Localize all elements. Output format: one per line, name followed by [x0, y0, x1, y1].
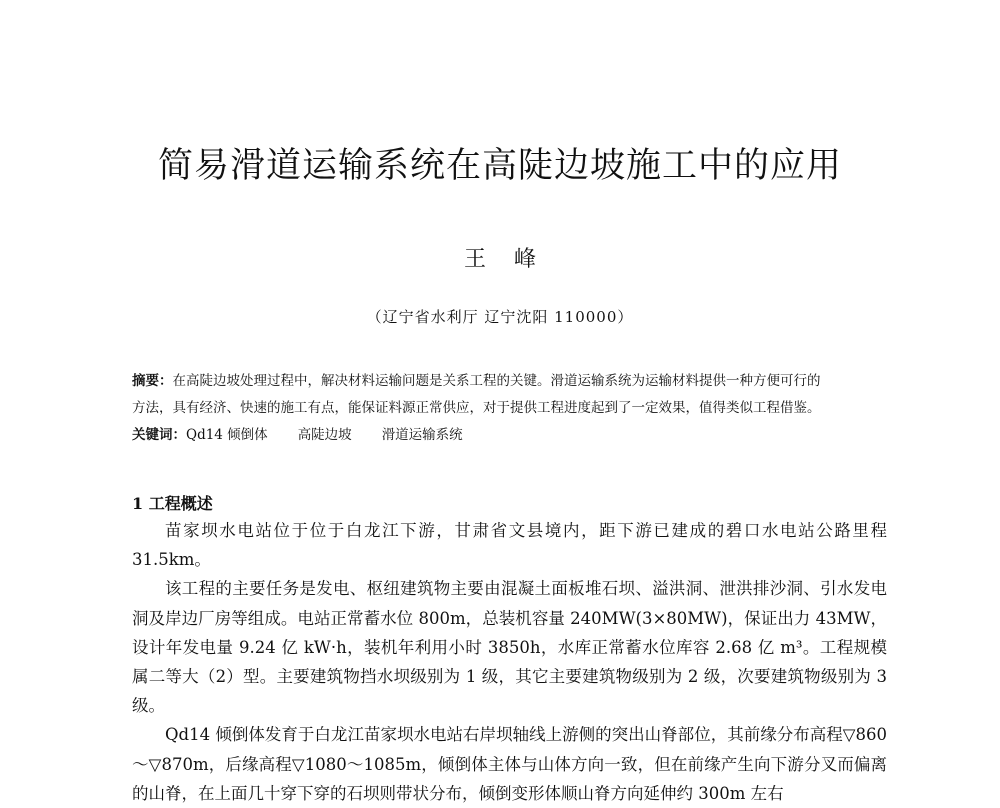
abstract-text-1: 在高陡边坡处理过程中，解决材料运输问题是关系工程的关键。滑道运输系统为运输材料提供一种方便可行的: [172, 373, 821, 389]
body-text: [132, 516, 887, 808]
body-paragraph: 苗家坝水电站位于位于白龙江下游，甘肃省文县境内，距下游已建成的碧口水电站公路里程31.5km。: [132, 521, 887, 570]
keyword-item: 高陡边坡: [297, 427, 352, 443]
paper-title: 简易滑道运输系统在高陡边坡施工中的应用: [157, 146, 842, 186]
keywords-line: [132, 422, 892, 449]
abstract-block: [132, 368, 892, 449]
author-name: 王峰: [463, 247, 564, 272]
abstract-line-1: [132, 368, 892, 395]
keyword-item: Qd14 倾倒体: [186, 427, 268, 443]
body-paragraph: 该工程的主要任务是发电、枢纽建筑物主要由混凝土面板堆石坝、溢洪洞、泄洪排沙洞、引水发电洞及岸边厂房等组成。电站正常蓄水位 800m，总装机容量 240MW(3×80MW)，保证出力 43MW，设计年发电量 9.24 亿 kW·h，装机年利用小时 3850h，水库正常蓄水位库容 2.68 亿 m³。工程规模属二等大（2）型。主要建筑物挡水坝级别为 1 级，其它主要建筑物级别为 2 级，次要建筑物级别为 3 级。: [132, 579, 887, 716]
body-paragraph: Qd14 倾倒体发育于白龙江苗家坝水电站右岸坝轴线上游侧的突出山脊部位，其前缘分布高程▽860～▽870m，后缘高程▽1080～1085m，倾倒体主体与山体方向一致，但在前缘产生向下游分叉而偏离的山脊，在上面几十穿下穿的石坝则带状分布，倾倒变形体顺山脊方向延伸约 300m 左右: [132, 725, 887, 803]
keywords-label: 关键词：: [132, 427, 186, 443]
abstract-label: 摘要：: [132, 373, 173, 389]
section-heading: 1 工程概述: [132, 494, 213, 513]
abstract-text-2: 方法，具有经济、快速的施工有点，能保证料源正常供应，对于提供工程进度起到了一定效果，值得类似工程借鉴。: [132, 400, 821, 416]
author-affiliation: （辽宁省水利厅 辽宁沈阳 110000）: [366, 308, 634, 326]
keyword-item: 滑道运输系统: [381, 427, 463, 443]
